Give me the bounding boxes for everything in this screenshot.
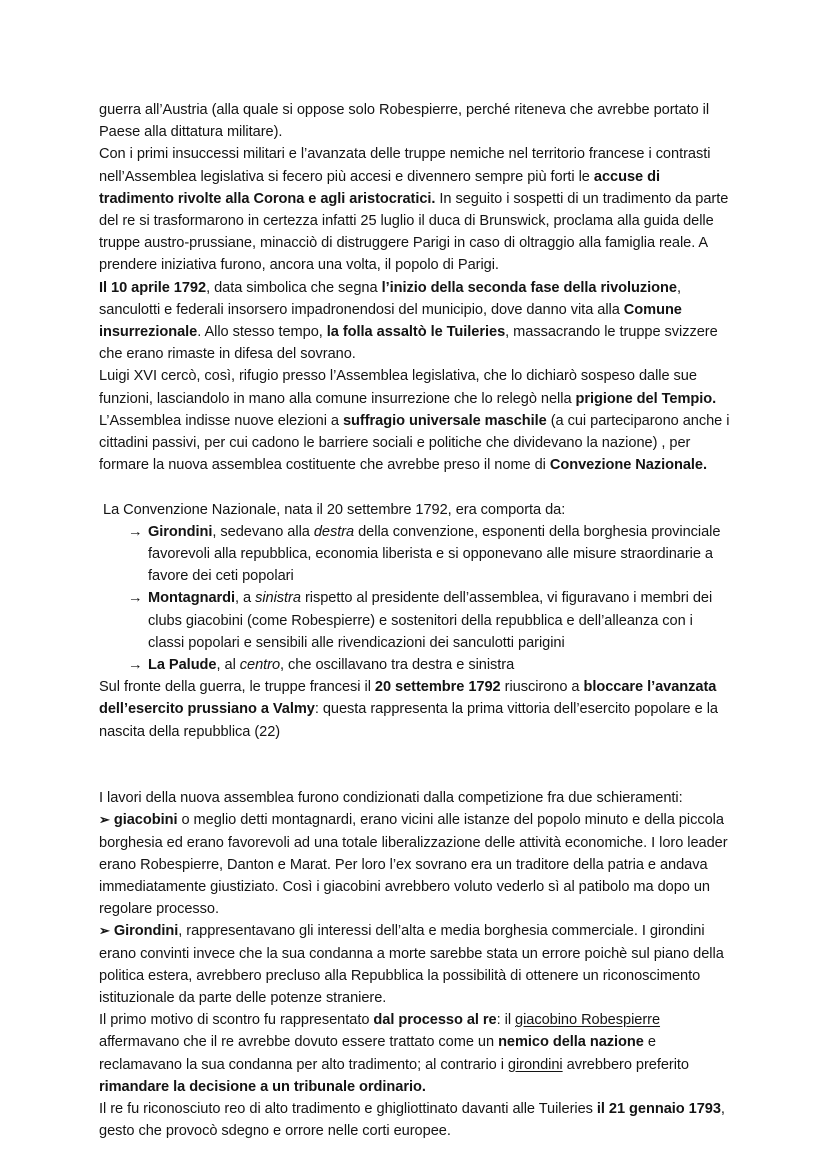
list-item-text	[99, 812, 728, 917]
chevron-bullet-list	[99, 809, 732, 1009]
chevron-bullet-icon: ➢	[99, 923, 110, 939]
chevron-bullet-icon: ➢	[99, 812, 110, 828]
text-run: e reclamavano la sua condanna per alto tradimento; al contrario i	[99, 1034, 656, 1073]
bold-emphasis: prigione del Tempio.	[575, 390, 717, 407]
text-run: In seguito i sospetti di un tradimento da parte del re si trasformarono in certezza infatti 25 luglio il duca di Brunswick, proclama alla guida delle truppe austro-prussiane, minacciò di distruggere Parigi in caso di oltraggio alla famiglia reale. A prendere iniziativa furono, ancora una volta, il popolo di Parigi.	[99, 190, 729, 274]
list-item	[99, 654, 732, 676]
text-run: o meglio detti montagnardi, erano vicini alle istanze del popolo minuto e della piccola borghesia ed erano favorevoli ad una totale liberalizzazione delle attività economiche. I loro leader erano Robespierre, Danton e Marat. Per loro l’ex sovrano era un traditore della patria e andava immediatamente giustiziato. Così i giacobini avrebbero voluto vederlo sì al patibolo ma dopo un regolare processo.	[99, 812, 728, 918]
paragraph	[99, 676, 732, 743]
paragraph	[99, 410, 732, 477]
text-run: Il primo motivo di scontro fu rappresentato	[99, 1012, 374, 1029]
text-run: guerra all’Austria (alla quale si oppose solo Robespierre, perché riteneva che avrebbe portato il Paese alla dittatura militare).	[99, 102, 710, 141]
paragraph-spacer	[99, 765, 732, 787]
list-item	[99, 587, 732, 654]
paragraph-spacer	[99, 743, 732, 765]
arrow-bullet-icon: →	[128, 523, 143, 540]
bold-emphasis: dal processo al re	[373, 1012, 497, 1029]
bold-emphasis: Il 10 aprile 1792	[99, 279, 207, 296]
italic-emphasis: sinistra	[255, 590, 301, 607]
list-item	[99, 920, 732, 1009]
paragraph	[99, 365, 732, 409]
bold-emphasis: nemico della nazione	[498, 1034, 644, 1051]
bold-emphasis: Girondini	[148, 523, 213, 540]
bold-emphasis: Montagnardi	[148, 590, 236, 607]
list-item	[99, 521, 732, 588]
text-run: Il re fu riconosciuto reo di alto tradimento e ghigliottinato davanti alle Tuileries	[99, 1101, 597, 1118]
bold-emphasis: la folla assaltò le Tuileries	[326, 324, 506, 341]
bold-emphasis: La Palude	[148, 657, 217, 674]
text-run: , sanculotti e federali insorsero impadronendosi del municipio, dove danno vita alla	[99, 279, 681, 318]
list-item-text	[99, 923, 724, 1006]
text-run: , rappresentavano gli interessi dell’alta e media borghesia commerciale. I girondini erano convinti invece che la sua condanna a morte sarebbe stata un errore poichè sul piano della politica estera, avrebbero precluso alla Repubblica la possibilità di ottenere un riconoscimento istituzionale da parte delle potenze straniere.	[99, 923, 724, 1007]
bold-emphasis: accuse di tradimento rivolte alla Corona e agli aristocratici.	[99, 168, 660, 207]
text-run: Sul fronte della guerra, le truppe francesi il	[99, 679, 375, 696]
paragraph	[99, 499, 732, 521]
bold-emphasis: il 21 gennaio 1793	[596, 1101, 721, 1118]
text-run: I lavori della nuova assemblea furono condizionati dalla competizione fra due schieramenti:	[99, 790, 683, 807]
text-run: affermavano che il re avrebbe dovuto essere trattato come un	[99, 1034, 499, 1051]
text-run: , gesto che provocò sdegno e orrore nelle corti europee.	[99, 1101, 725, 1140]
arrow-bullet-list	[99, 521, 732, 676]
text-run: : questa rappresenta la prima vittoria dell’esercito popolare e la nascita della repubblica (22)	[99, 701, 718, 740]
italic-emphasis: centro	[239, 657, 281, 674]
text-run: : il	[496, 1012, 516, 1029]
italic-emphasis: destra	[313, 523, 355, 540]
arrow-bullet-icon: →	[128, 590, 143, 607]
text-run: avrebbero preferito	[562, 1056, 689, 1073]
text-run: (a cui parteciparono anche i cittadini passivi, per cui cadono le barriere sociali e politiche che dividevano la nazione) , per formare la nuova assemblea costituente che avrebbe preso il nome di	[99, 412, 730, 474]
paragraph	[99, 787, 732, 809]
bold-emphasis: Girondini	[113, 923, 179, 940]
underlined-term: girondini	[507, 1056, 563, 1073]
list-item-text	[148, 524, 720, 584]
text-run: riuscirono a	[500, 679, 584, 696]
text-run: , data simbolica che segna	[206, 279, 382, 296]
paragraph	[99, 1098, 732, 1142]
text-run: , a	[235, 590, 256, 607]
document-text-body	[99, 99, 732, 1143]
text-run: Luigi XVI cercò, così, rifugio presso l’Assemblea legislativa, che lo dichiarò sospeso dalle sue funzioni, lasciandolo in mano alla comune insurrezione che lo relegò nella	[99, 368, 697, 407]
paragraph	[99, 277, 732, 366]
paragraph	[99, 99, 732, 143]
paragraph	[99, 143, 732, 276]
bold-emphasis: rimandare la decisione a un tribunale ordinario.	[99, 1078, 426, 1095]
text-run: della convenzione, esponenti della borghesia provinciale favorevoli alla repubblica, economia liberista e si opponevano alle misure straordinarie a favore dei ceti popolari	[148, 523, 721, 585]
text-run: , che oscillavano tra destra e sinistra	[280, 657, 515, 674]
bold-emphasis: 20 settembre 1792	[374, 679, 501, 696]
text-run: , al	[216, 657, 240, 674]
text-run: rispetto al presidente dell’assemblea, vi figuravano i membri dei clubs giacobini (come Robespierre) e sostenitori della repubblica e dell’alleanza con i classi popolari e sensibili alle rivendicazioni dei sanculotti parigini	[148, 590, 713, 651]
paragraph-spacer	[99, 476, 732, 498]
text-run: , massacrando le truppe svizzere che erano rimaste in difesa del sovrano.	[99, 324, 718, 363]
bold-emphasis: giacobini	[113, 812, 178, 829]
bold-emphasis: Comune insurrezionale	[99, 301, 682, 341]
underlined-term: giacobino Robespierre	[515, 1012, 661, 1029]
text-run: , sedevano alla	[212, 523, 314, 540]
text-run: La Convenzione Nazionale, nata il 20 settembre 1792, era comporta da:	[103, 501, 566, 518]
text-run: . Allo stesso tempo,	[197, 324, 327, 341]
list-item-text	[148, 657, 514, 673]
list-item-text	[148, 590, 712, 650]
text-run: L’Assemblea indisse nuove elezioni a	[99, 412, 343, 429]
list-item	[99, 809, 732, 920]
arrow-bullet-icon: →	[128, 657, 143, 674]
bold-emphasis: suffragio universale maschile	[342, 412, 547, 429]
bold-emphasis: l’inizio della seconda fase della rivoluzione	[381, 279, 677, 296]
bold-emphasis: bloccare l’avanzata dell’esercito prussiano a Valmy	[99, 679, 717, 718]
text-run: Con i primi insuccessi militari e l’avanzata delle truppe nemiche nel territorio francese i contrasti nell’Assemblea legislativa si fecero più accesi e divennero sempre più forti le	[99, 146, 711, 185]
bold-emphasis: Convezione Nazionale.	[549, 457, 707, 474]
paragraph	[99, 1009, 732, 1098]
